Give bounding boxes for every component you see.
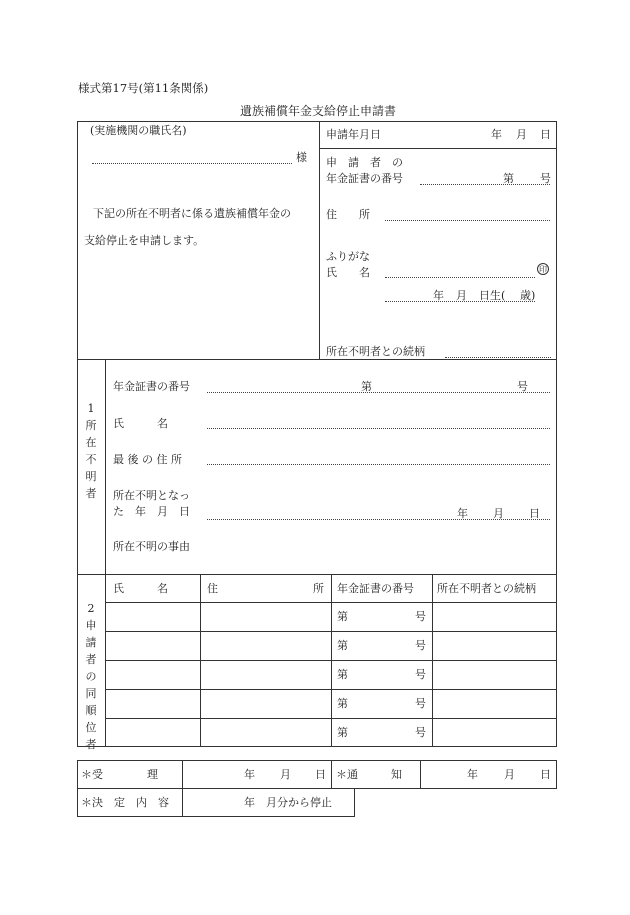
honorific: 様 bbox=[296, 151, 307, 164]
receipt-month: 月 bbox=[280, 768, 291, 781]
table-row-gou: 号 bbox=[415, 668, 426, 681]
missing-date-label-1: 所在不明となっ bbox=[113, 489, 190, 502]
col-cert-header: 年金証書の番号 bbox=[337, 582, 414, 595]
missing-month: 月 bbox=[493, 507, 504, 520]
table-row-dai: 第 bbox=[337, 668, 348, 681]
agency-name-field[interactable] bbox=[92, 163, 292, 164]
birth-month: 月 bbox=[456, 289, 467, 302]
table-row-gou: 号 bbox=[415, 610, 426, 623]
applicant-cert-label-2: 年金証書の番号 bbox=[326, 172, 403, 185]
receipt-label: ＊受 理 bbox=[81, 768, 158, 781]
request-text-2: 支給停止を申請します。 bbox=[84, 234, 205, 247]
missing-cert-dai: 第 bbox=[361, 380, 372, 393]
missing-cert-gou: 号 bbox=[517, 380, 528, 393]
decision-month-from: 月分から停止 bbox=[266, 796, 332, 809]
notice-year: 年 bbox=[467, 768, 478, 781]
applicant-name-field[interactable] bbox=[385, 277, 535, 278]
birth-year: 年 bbox=[433, 289, 444, 302]
last-address-field[interactable] bbox=[207, 464, 550, 465]
missing-reason-label: 所在不明の事由 bbox=[113, 540, 190, 553]
application-year: 年 bbox=[491, 128, 502, 141]
birth-day: 日生( bbox=[479, 289, 506, 302]
receipt-day: 日 bbox=[315, 768, 326, 781]
form-title: 遺族補償年金支給停止申請書 bbox=[240, 104, 397, 118]
notice-label: ＊通 知 bbox=[336, 768, 402, 781]
missing-year: 年 bbox=[457, 507, 468, 520]
table-row-gou: 号 bbox=[415, 697, 426, 710]
table-row-gou: 号 bbox=[415, 639, 426, 652]
decision-label: ＊決 定 内 容 bbox=[81, 796, 169, 809]
birth-age: 歳) bbox=[520, 289, 536, 302]
missing-day: 日 bbox=[529, 507, 540, 520]
furigana-label: ふりがな bbox=[326, 250, 370, 263]
applicant-cert-field[interactable] bbox=[420, 184, 550, 185]
col-relation-header: 所在不明者との続柄 bbox=[437, 582, 536, 595]
applicant-name-label: 氏 名 bbox=[326, 266, 370, 279]
form-number: 様式第17号(第11条関係) bbox=[78, 81, 209, 95]
section2-title: 2 申 請 者 の 同 順 位 者 bbox=[85, 602, 97, 752]
missing-cert-label: 年金証書の番号 bbox=[113, 380, 190, 393]
agency-label: (実施機関の職氏名) bbox=[90, 124, 187, 137]
applicant-cert-gou: 号 bbox=[540, 172, 551, 185]
decision-year: 年 bbox=[244, 796, 255, 809]
col-address-header-b: 所 bbox=[313, 582, 324, 595]
notice-day: 日 bbox=[540, 768, 551, 781]
seal-icon: 印 bbox=[539, 265, 547, 274]
table-row-dai: 第 bbox=[337, 610, 348, 623]
table-row-gou: 号 bbox=[415, 726, 426, 739]
receipt-year: 年 bbox=[244, 768, 255, 781]
missing-date-label-2: た 年 月 日 bbox=[113, 505, 190, 518]
relation-label: 所在不明者との続柄 bbox=[326, 345, 425, 358]
last-address-label: 最 後 の 住 所 bbox=[113, 453, 182, 466]
application-day: 日 bbox=[540, 128, 551, 141]
col-address-header-a: 住 bbox=[207, 582, 218, 595]
relation-field[interactable] bbox=[445, 357, 551, 358]
notice-month: 月 bbox=[504, 768, 515, 781]
applicant-address-field[interactable] bbox=[385, 220, 550, 221]
missing-name-field[interactable] bbox=[207, 428, 550, 429]
request-text-1: 下記の所在不明者に係る遺族補償年金の bbox=[93, 207, 291, 220]
table-row-dai: 第 bbox=[337, 639, 348, 652]
table-row-dai: 第 bbox=[337, 697, 348, 710]
section1-title: 1 所 在 不 明 者 bbox=[85, 402, 97, 501]
missing-cert-field[interactable] bbox=[207, 392, 550, 393]
col-name-header: 氏 名 bbox=[113, 582, 168, 595]
applicant-cert-dai: 第 bbox=[503, 172, 514, 185]
applicant-address-label: 住 所 bbox=[326, 208, 370, 221]
table-row-dai: 第 bbox=[337, 726, 348, 739]
application-date-label: 申請年月日 bbox=[326, 128, 381, 141]
applicant-cert-label-1: 申 請 者 の bbox=[326, 156, 403, 169]
missing-name-label: 氏 名 bbox=[113, 417, 168, 430]
application-month: 月 bbox=[516, 128, 527, 141]
